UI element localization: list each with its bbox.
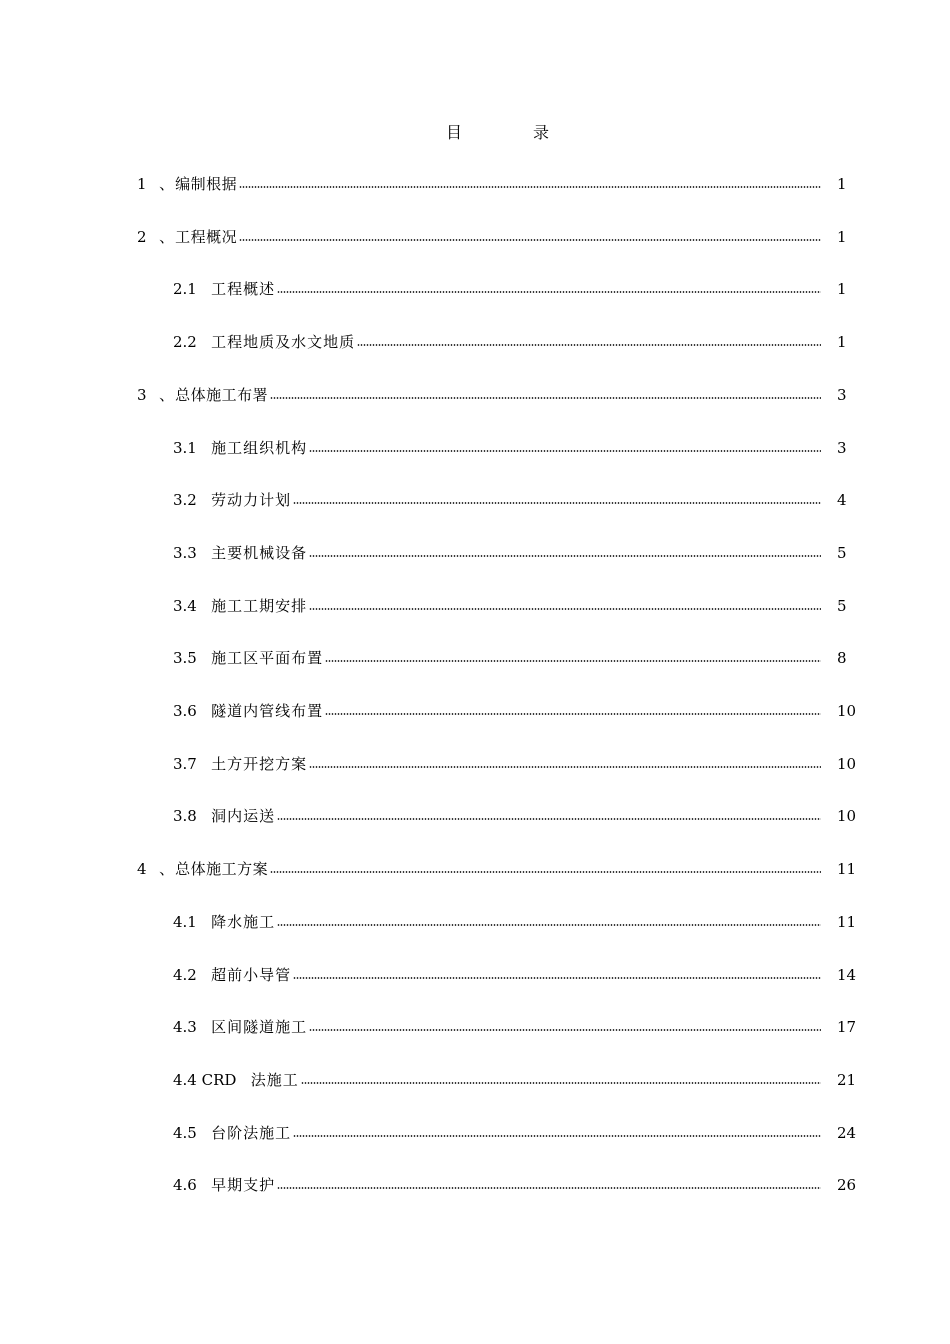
- toc-entry-page-number: 5: [837, 596, 847, 615]
- toc-entry-number: 4.3: [173, 1018, 212, 1037]
- toc-entry-number: 3.2: [173, 491, 212, 510]
- toc-entry-page-number: 3: [837, 385, 847, 404]
- toc-entry-number: 3.7: [173, 754, 212, 773]
- toc-entry-title: 法施工: [250, 1070, 299, 1089]
- toc-dot-leader: [309, 1028, 821, 1032]
- toc-entry[interactable]: [173, 539, 859, 563]
- toc-dot-leader: [239, 238, 821, 242]
- toc-entry-number: 3.8: [173, 807, 212, 826]
- toc-dot-leader: [293, 1134, 821, 1138]
- toc-entry[interactable]: [173, 750, 859, 774]
- toc-entry-number: 1 、: [137, 175, 176, 193]
- toc-entry-title: 总体施工布署: [175, 385, 269, 404]
- toc-entry-number: 3.5: [173, 649, 212, 668]
- toc-entry-title: 总体施工方案: [175, 860, 269, 879]
- toc-entry[interactable]: [173, 1119, 859, 1143]
- toc-entry-page-number: 4: [837, 491, 847, 510]
- toc-entry-title: 降水施工: [211, 912, 276, 931]
- toc-dot-leader: [277, 817, 821, 821]
- toc-entry-page-number: 5: [837, 543, 847, 562]
- toc-entry-page-number: 10: [837, 754, 857, 773]
- toc-entry[interactable]: [173, 1013, 859, 1037]
- toc-entry[interactable]: [173, 802, 859, 826]
- toc-entry-page-number: 26: [837, 1176, 857, 1195]
- toc-entry-page-number: 1: [837, 175, 847, 193]
- toc-dot-leader: [239, 185, 821, 189]
- toc-dot-leader: [309, 765, 821, 769]
- toc-entry-title: 隧道内管线布置: [211, 702, 324, 720]
- toc-entry-number: 4.6: [173, 1176, 212, 1195]
- toc-dot-leader: [325, 712, 821, 716]
- toc-entry-page-number: 21: [837, 1070, 857, 1089]
- toc-entry[interactable]: [137, 381, 859, 405]
- toc-entry-page-number: 17: [837, 1018, 857, 1037]
- toc-entry-title: 劳动力计划: [211, 491, 292, 510]
- toc-entry[interactable]: [173, 644, 859, 668]
- toc-dot-leader: [293, 501, 821, 505]
- toc-entry[interactable]: [173, 486, 859, 510]
- toc-entry[interactable]: [173, 961, 859, 985]
- toc-entry-title: 超前小导管: [211, 965, 292, 984]
- toc-entry-title: 土方开挖方案: [211, 754, 308, 773]
- toc-entry[interactable]: [173, 1171, 859, 1195]
- toc-entry-number: 3.3: [173, 543, 212, 562]
- toc-entry-number: 2 、: [137, 227, 176, 246]
- toc-entry-title: 洞内运送: [211, 807, 276, 826]
- toc-entry-page-number: 11: [837, 912, 857, 931]
- toc-title-right: 录: [533, 123, 550, 142]
- toc-entry-title: 施工区平面布置: [211, 649, 324, 668]
- toc-entry[interactable]: [137, 170, 859, 194]
- toc-entry-number: 4.4 CRD: [173, 1070, 251, 1089]
- toc-entry-number: 3.6: [173, 702, 212, 720]
- toc-entry-page-number: 14: [837, 965, 857, 984]
- toc-entry[interactable]: [173, 328, 859, 352]
- toc-title-left: 目: [446, 123, 463, 142]
- toc-dot-leader: [293, 976, 821, 980]
- toc-entry-number: 3.1: [173, 438, 212, 457]
- toc-entry[interactable]: [173, 434, 859, 458]
- toc-entry-title: 工程概况: [175, 227, 238, 246]
- toc-dot-leader: [357, 343, 821, 347]
- toc-entry[interactable]: [173, 908, 859, 932]
- toc-entry-page-number: 1: [837, 227, 847, 246]
- toc-entry-title: 区间隧道施工: [211, 1018, 308, 1037]
- toc-entry-page-number: 24: [837, 1123, 857, 1142]
- toc-entry-number: 4.5: [173, 1123, 212, 1142]
- toc-dot-leader: [309, 554, 821, 558]
- toc-dot-leader: [270, 396, 821, 400]
- toc-entry-title: 施工工期安排: [211, 596, 308, 615]
- toc-entry-title: 主要机械设备: [211, 543, 308, 562]
- toc-entry-page-number: 8: [837, 649, 847, 668]
- toc-entry-number: 3 、: [137, 385, 176, 404]
- toc-entry[interactable]: [173, 1066, 859, 1090]
- toc-title: [0, 120, 950, 144]
- toc-entry[interactable]: [173, 592, 859, 616]
- toc-entry-title: 早期支护: [211, 1176, 276, 1195]
- toc-entry-number: 3.4: [173, 596, 212, 615]
- toc-entry-number: 4.1: [173, 912, 212, 931]
- toc-dot-leader: [277, 923, 821, 927]
- toc-entry-page-number: 11: [837, 860, 857, 879]
- toc-dot-leader: [309, 449, 821, 453]
- toc-entry-page-number: 3: [837, 438, 847, 457]
- toc-entry-title: 工程概述: [211, 280, 276, 299]
- toc-entry-title: 工程地质及水文地质: [211, 333, 356, 352]
- toc-entry-number: 2.1: [173, 280, 212, 299]
- toc-entry-number: 4.2: [173, 965, 212, 984]
- toc-dot-leader: [325, 659, 821, 663]
- toc-entry-page-number: 10: [837, 702, 857, 720]
- toc-entry-page-number: 1: [837, 280, 847, 299]
- toc-dot-leader: [309, 607, 821, 611]
- toc-dot-leader: [301, 1081, 821, 1085]
- toc-entry-number: 2.2: [173, 333, 212, 352]
- toc-dot-leader: [270, 870, 821, 874]
- toc-entry-title: 施工组织机构: [211, 438, 308, 457]
- toc-entry-title: 台阶法施工: [211, 1123, 292, 1142]
- toc-entry[interactable]: [173, 275, 859, 299]
- toc-entry[interactable]: [137, 855, 859, 879]
- toc-entry-number: 4 、: [137, 860, 176, 879]
- toc-dot-leader: [277, 1186, 821, 1190]
- toc-entry[interactable]: [137, 223, 859, 247]
- toc-entry-title: 编制根据: [175, 175, 238, 193]
- toc-entry-page-number: 1: [837, 333, 847, 352]
- toc-dot-leader: [277, 290, 821, 294]
- toc-entry-page-number: 10: [837, 807, 857, 826]
- toc-entry[interactable]: [173, 697, 859, 721]
